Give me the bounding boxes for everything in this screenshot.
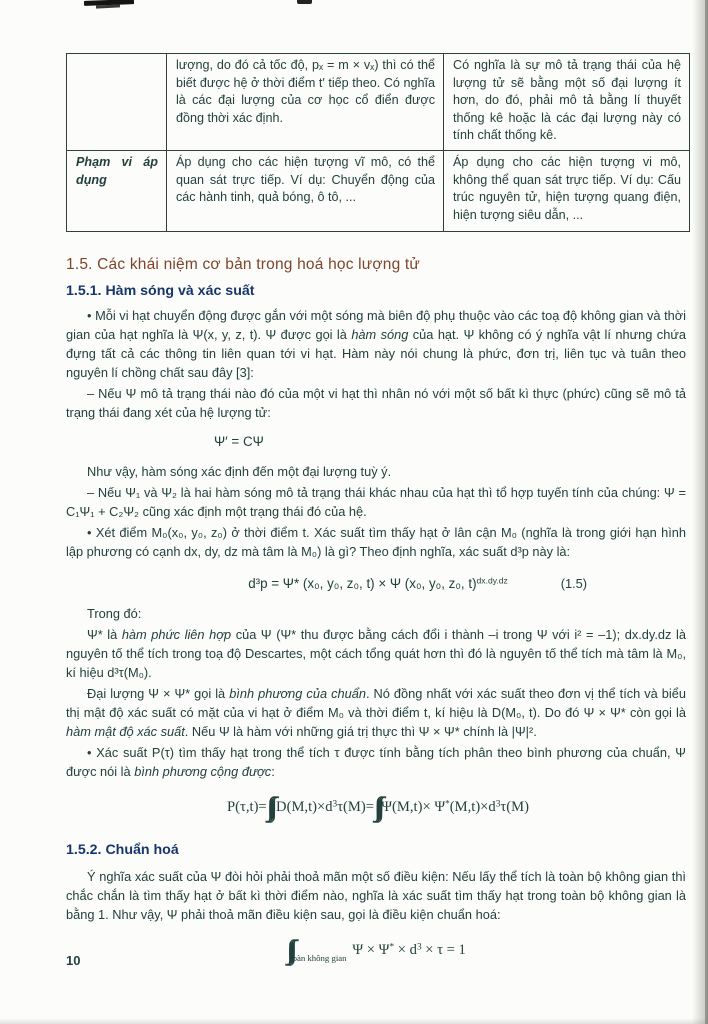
table-row <box>67 151 690 232</box>
formula-psi-prime <box>66 429 690 455</box>
paragraph-state-multiplication: – Nếu Ψ mô tả trạng thái nào đó của một vi hạt thì nhân nó với một số bất kì thực (phức) cũng sẽ mô tả trạng thái đang xét của hệ lượng tử: <box>66 386 686 420</box>
table-cell-quantum-scope: Áp dụng cho các hiện tượng vi mô, không thể quan sát trực tiếp. Ví dụ: Cấu trúc nguyên tử, hiện tượng quang điện, hiện tượng siêu dẫn, ... <box>444 151 690 232</box>
paragraph-arbitrary-constant: Như vậy, hàm sóng xác định đến một đại lượng tuỳ ý. <box>87 464 392 479</box>
paragraph-normalization: Ý nghĩa xác suất của Ψ đòi hỏi phải thoả mãn một số điều kiện: Nếu lấy thể tích là toàn bộ không gian thì chắc chắn là tìm thấy hạt ở bất kì thời điểm nào, nghĩa là xác suất tìm thấy hạt trong toàn bộ không gian là bằng 1. Như vậy, Ψ phải thoả mãn điều kiện sau, gọi là điều kiện chuẩn hoá: <box>66 868 686 922</box>
scan-edge-shadow <box>0 1018 708 1024</box>
paragraph-probability-point: • Xét điểm M₀(x₀, y₀, z₀) ở thời điểm t. Xác suất tìm thấy hạt ở lân cận M₀ (nghĩa là trong giới hạn hình lập phương có cạnh dx, dy, dz mà tâm là M₀) là gì? Theo định nghĩa, xác suất d³p này là: <box>66 525 686 559</box>
comparison-table <box>66 53 690 232</box>
formula-d3p <box>66 568 690 597</box>
formula-normalization-condition <box>66 934 690 971</box>
paragraph-complex-conjugate: Ψ* là hàm phức liên hợp của Ψ (Ψ* thu được bằng cách đổi i thành –i trong Ψ với i² = –1); dx.dy.dz là nguyên tố thể tích trong toạ độ Descartes, một cách tổng quát hơn thì đó là nguyên tố thể tích mà tâm là M₀, kí hiệu d³τ(M₀). <box>66 627 686 681</box>
section-heading-1-5: 1.5. Các khái niệm cơ bản trong hoá học lượng tử <box>66 256 420 273</box>
formula-probability-integral-text: P(τ,t)= $_\tau$ $D(M,t)\times d^3\tau(M)= \Psi(M,t)\times \Psi^*(M,t)\times d^3\tau(M)$ <box>227 798 529 820</box>
paragraph-norm-square: Đại lượng Ψ × Ψ* gọi là bình phương của chuẩn. Nó đồng nhất với xác suất theo đơn vị thể tích và biểu thị mật độ xác suất có mặt của vi hạt ở điểm M₀ và thời điểm t, kí hiệu là D(M₀, t). Do đó Ψ × Ψ* còn gọi là hàm mật độ xác suất. Nếu Ψ là hàm với những giá trị thực thì Ψ × Ψ* chính là |Ψ|². <box>66 686 686 740</box>
equation-number: (1.5) <box>560 576 587 591</box>
table-cell-classical-continued: lượng, do đó cả tốc độ, pₓ = m × vₓ) thì có thể biết được hệ ở thời điểm t′ tiếp theo. Có nghĩa là các đại lượng của cơ học cổ điển được đồng thời xác định. <box>167 54 444 151</box>
scan-smudge-mark <box>297 0 312 4</box>
table-row <box>67 54 690 151</box>
formula-d3p-text: d³p = Ψ* (x₀, y₀, z₀, t) × Ψ (x₀, y₀, z₀, t)$^{dx.dy.dz}$ <box>248 576 508 592</box>
table-cell-row-label: Phạm vi áp dụng <box>67 151 167 232</box>
paragraph-wave-function-intro: • Mỗi vi hạt chuyển động được gắn với một sóng mà biên độ phụ thuộc vào các toạ độ không gian và thời gian của hạt nghĩa là Ψ(x, y, z, t). Ψ được gọi là hàm sóng của hạt. Ψ không có ý nghĩa vật lí nhưng chứa đựng tất cả các thông tin liên quan tới vi hạt. Hàm này nói chung là phức, đơn trị, liên tục và tuân theo nguyên lí chồng chất sau đây [3]: <box>66 308 687 380</box>
table-cell-quantum-continued: Có nghĩa là sự mô tả trạng thái của hệ lượng tử sẽ bằng một số đại lượng ít hơn, do đó, phải mô tả bằng lí thuyết thống kê hoặc là các đại lượng này có tính chất thống kê. <box>444 54 690 151</box>
page-content <box>66 53 690 985</box>
formula-psi-prime-text: Ψ′ = CΨ <box>214 434 264 449</box>
section-heading-1-5-2: 1.5.2. Chuẩn hoá <box>66 841 179 858</box>
paragraph-linear-combination: – Nếu Ψ₁ và Ψ₂ là hai hàm sóng mô tả trạng thái khác nhau của hạt thì tổ hợp tuyến tính của chúng: Ψ = C₁Ψ₁ + C₂Ψ₂ cũng xác định một trạng thái đó của hệ. <box>66 485 686 519</box>
formula-probability-integral <box>66 791 690 828</box>
page-number: 10 <box>66 953 81 968</box>
table-cell-row-label-empty <box>67 54 167 151</box>
section-heading-1-5-1: 1.5.1. Hàm sóng và xác suất <box>66 283 255 299</box>
paragraph-trong-do: Trong đó: <box>87 606 142 622</box>
scan-smudge-mark <box>96 4 120 8</box>
paragraph-probability-volume: • Xác suất P(τ) tìm thấy hạt trong thể tích τ được tính bằng tích phân theo bình phương của chuẩn, Ψ được nói là bình phương cộng được: <box>66 745 686 780</box>
table-cell-classical-scope: Áp dụng cho các hiện tượng vĩ mô, có thể quan sát trực tiếp. Ví dụ: Chuyển động của các hành tinh, quả bóng, ô tô, ... <box>167 151 444 232</box>
formula-normalization-text: $_{toàn không gian}$ $\Psi \times \Psi^* \times d^3 \times \tau = 1$ <box>290 941 466 963</box>
